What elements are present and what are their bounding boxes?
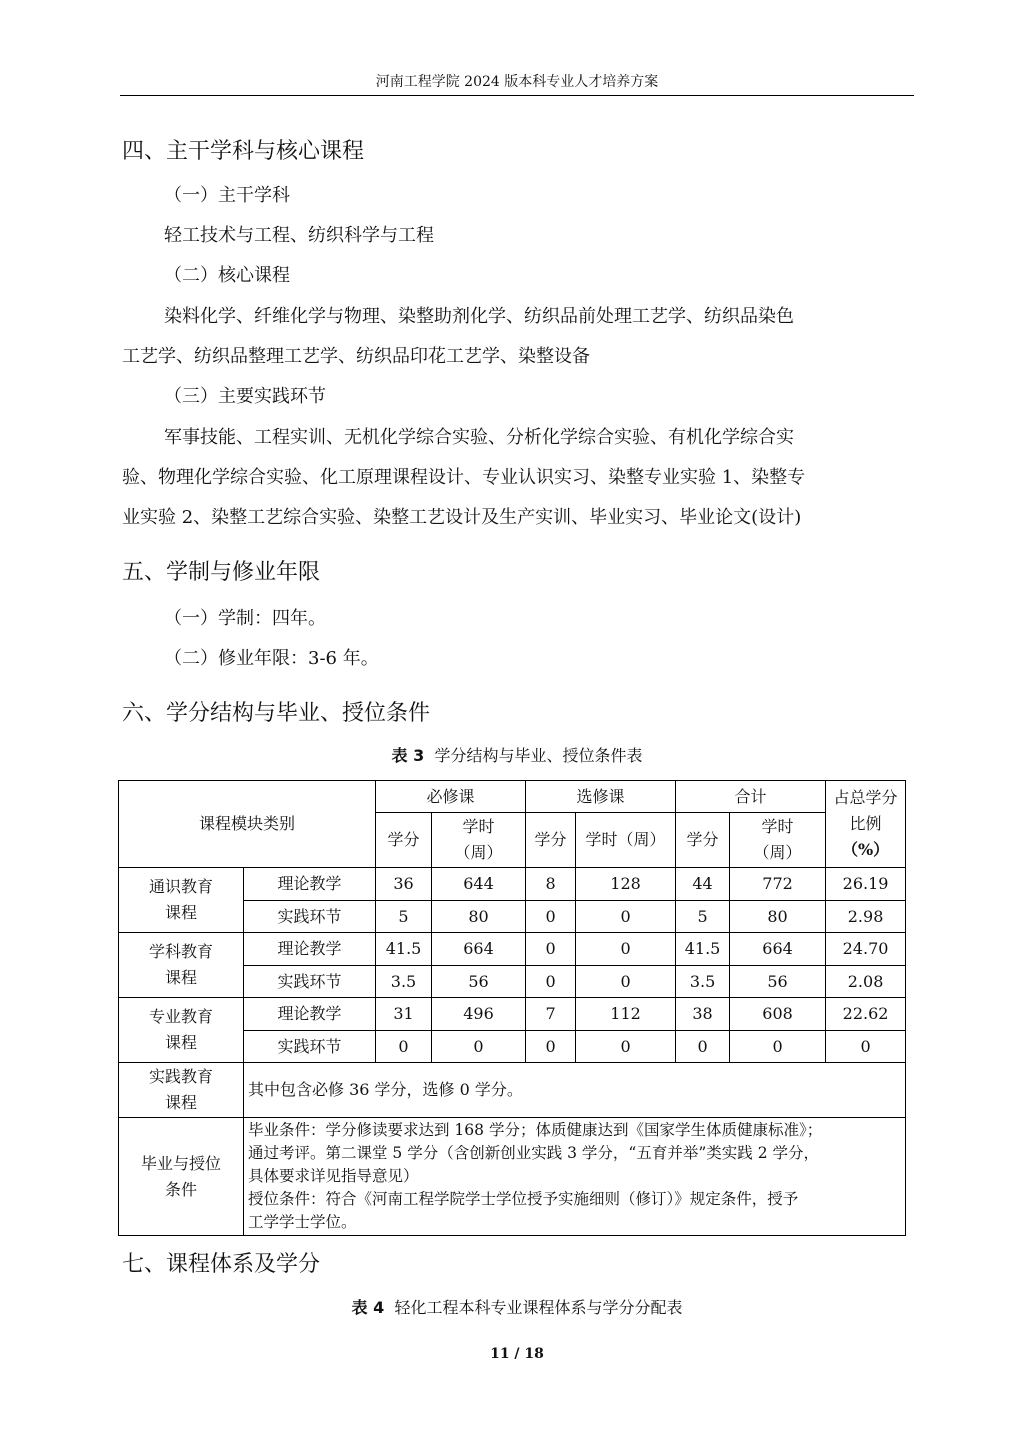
graduation-name-line2: 条件 (164, 1179, 197, 1199)
required-hours: 496 (432, 998, 526, 1031)
total-credit: 0 (676, 1031, 730, 1063)
section-4-sub2: （二）核心课程 (164, 265, 290, 286)
section-5-heading: 五、学制与修业年限 (122, 560, 321, 585)
row-type: 理论教学 (244, 868, 376, 901)
group-name-line2: 课程 (164, 1033, 197, 1052)
row-type: 实践环节 (244, 1031, 376, 1063)
elective-credit: 0 (526, 1031, 576, 1063)
required-credit: 3.5 (376, 966, 432, 998)
credit-structure-table (118, 780, 906, 1236)
required-credit-header: 学分 (376, 813, 432, 868)
required-hours: 664 (432, 933, 526, 966)
section-4-heading: 四、主干学科与核心课程 (122, 139, 365, 164)
table-3-caption (120, 744, 914, 768)
total-header: 合计 (676, 781, 826, 813)
required-hours: 56 (432, 966, 526, 998)
elective-hours: 0 (576, 933, 676, 966)
section-5-line2: （二）修业年限：3-6 年。 (164, 648, 379, 669)
total-hours: 80 (730, 901, 826, 933)
practice-name-line2: 课程 (164, 1093, 197, 1112)
graduation-text (244, 1118, 906, 1236)
required-credit: 36 (376, 868, 432, 901)
total-credit: 44 (676, 868, 730, 901)
ratio-value: 24.70 (826, 933, 906, 966)
page-header: 河南工程学院 2024 版本科专业人才培养方案 (375, 74, 659, 90)
graduation-line3: 具体要求详见指导意见） (248, 1167, 419, 1185)
table-row (119, 868, 906, 901)
elective-credit: 0 (526, 966, 576, 998)
ratio-header (826, 781, 906, 868)
elective-credit: 0 (526, 933, 576, 966)
ratio-header-line3: （%） (841, 840, 890, 859)
row-type: 实践环节 (244, 966, 376, 998)
elective-hours: 128 (576, 868, 676, 901)
hours-header-line2: （周） (454, 843, 503, 862)
ratio-value: 2.98 (826, 901, 906, 933)
ratio-value: 2.08 (826, 966, 906, 998)
table-4-caption (120, 1296, 914, 1320)
total-hours: 664 (730, 933, 826, 966)
elective-credit: 7 (526, 998, 576, 1031)
practice-text: 其中包含必修 36 学分，选修 0 学分。 (244, 1063, 906, 1118)
required-credit: 5 (376, 901, 432, 933)
required-header: 必修课 (376, 781, 526, 813)
practice-name-line1: 实践教育 (148, 1067, 213, 1086)
section-4-sub3-line2: 验、物理化学综合实验、化工原理课程设计、专业认识实习、染整专业实验 1、染整专 (122, 467, 806, 488)
ratio-header-line2: 比例 (849, 814, 882, 833)
total-hours: 608 (730, 998, 826, 1031)
graduation-name-line1: 毕业与授位 (140, 1153, 221, 1173)
total-hours-header (730, 813, 826, 868)
total-credit: 38 (676, 998, 730, 1031)
elective-credit: 0 (526, 901, 576, 933)
total-credit: 41.5 (676, 933, 730, 966)
section-4-sub1-text: 轻工技术与工程、纺织科学与工程 (164, 225, 434, 246)
group-name-line1: 通识教育 (148, 877, 213, 896)
table-4-caption-number: 表 4 (351, 1298, 385, 1317)
required-hours: 80 (432, 901, 526, 933)
section-4-sub3: （三）主要实践环节 (164, 386, 326, 407)
elective-credit-header: 学分 (526, 813, 576, 868)
total-hours: 0 (730, 1031, 826, 1063)
section-4-sub2-line1: 染料化学、纤维化学与物理、染整助剂化学、纺织品前处理工艺学、纺织品染色 (164, 306, 794, 327)
degree-line1: 授位条件：符合《河南工程学院学士学位授予实施细则（修订）》规定条件，授予 (248, 1190, 799, 1208)
group-name-general (119, 868, 244, 933)
elective-hours: 112 (576, 998, 676, 1031)
section-6-heading: 六、学分结构与毕业、授位条件 (122, 701, 431, 726)
practice-row (119, 1063, 906, 1118)
group-name-line2: 课程 (164, 968, 197, 987)
row-type: 理论教学 (244, 998, 376, 1031)
group-name-line1: 专业教育 (148, 1007, 213, 1026)
table-header-row (119, 781, 906, 813)
table-row (119, 933, 906, 966)
graduation-row (119, 1118, 906, 1236)
group-name-line2: 课程 (164, 903, 197, 922)
required-hours-header (432, 813, 526, 868)
elective-hours: 0 (576, 1031, 676, 1063)
ratio-value: 26.19 (826, 868, 906, 901)
required-credit: 41.5 (376, 933, 432, 966)
group-name-line1: 学科教育 (148, 942, 213, 961)
elective-hours: 0 (576, 901, 676, 933)
practice-name (119, 1063, 244, 1118)
section-4-sub3-line3: 业实验 2、染整工艺综合实验、染整工艺设计及生产实训、毕业实习、毕业论文(设计) (122, 507, 802, 528)
degree-line2: 工学学士学位。 (248, 1213, 357, 1231)
table-row (119, 998, 906, 1031)
category-header: 课程模块类别 (119, 781, 376, 868)
header-rule (120, 95, 914, 96)
ratio-value: 22.62 (826, 998, 906, 1031)
graduation-name (119, 1118, 244, 1236)
graduation-line2: 通过考评。第二课堂 5 学分（含创新创业实践 3 学分，“五育并举”类实践 2 学分， (248, 1144, 819, 1162)
row-type: 实践环节 (244, 901, 376, 933)
table-3-caption-number: 表 3 (391, 746, 425, 765)
hours-header-line2: （周） (753, 843, 802, 862)
group-name-major (119, 998, 244, 1063)
total-hours: 772 (730, 868, 826, 901)
total-credit-header: 学分 (676, 813, 730, 868)
required-credit: 0 (376, 1031, 432, 1063)
hours-header-line1: 学时 (462, 817, 495, 836)
total-credit: 5 (676, 901, 730, 933)
total-credit: 3.5 (676, 966, 730, 998)
required-credit: 31 (376, 998, 432, 1031)
elective-header: 选修课 (526, 781, 676, 813)
table-4-caption-text: 轻化工程本科专业课程体系与学分分配表 (394, 1298, 683, 1317)
required-hours: 644 (432, 868, 526, 901)
section-4-sub3-line1: 军事技能、工程实训、无机化学综合实验、分析化学综合实验、有机化学综合实 (164, 427, 794, 448)
page-number: 11 / 18 (490, 1346, 544, 1362)
hours-header-line1: 学时 (761, 817, 794, 836)
elective-hours: 0 (576, 966, 676, 998)
row-type: 理论教学 (244, 933, 376, 966)
ratio-header-line1: 占总学分 (833, 788, 898, 807)
ratio-value: 0 (826, 1031, 906, 1063)
section-7-heading: 七、课程体系及学分 (122, 1252, 321, 1277)
section-4-sub2-line2: 工艺学、纺织品整理工艺学、纺织品印花工艺学、染整设备 (122, 346, 590, 367)
total-hours: 56 (730, 966, 826, 998)
elective-credit: 8 (526, 868, 576, 901)
group-name-discipline (119, 933, 244, 998)
section-5-line1: （一）学制：四年。 (164, 608, 326, 629)
elective-hours-header: 学时（周） (576, 813, 676, 868)
required-hours: 0 (432, 1031, 526, 1063)
table-3-caption-text: 学分结构与毕业、授位条件表 (434, 746, 643, 765)
graduation-line1: 毕业条件：学分修读要求达到 168 学分；体质健康达到《国家学生体质健康标准》； (248, 1121, 823, 1139)
section-4-sub1: （一）主干学科 (164, 185, 290, 206)
